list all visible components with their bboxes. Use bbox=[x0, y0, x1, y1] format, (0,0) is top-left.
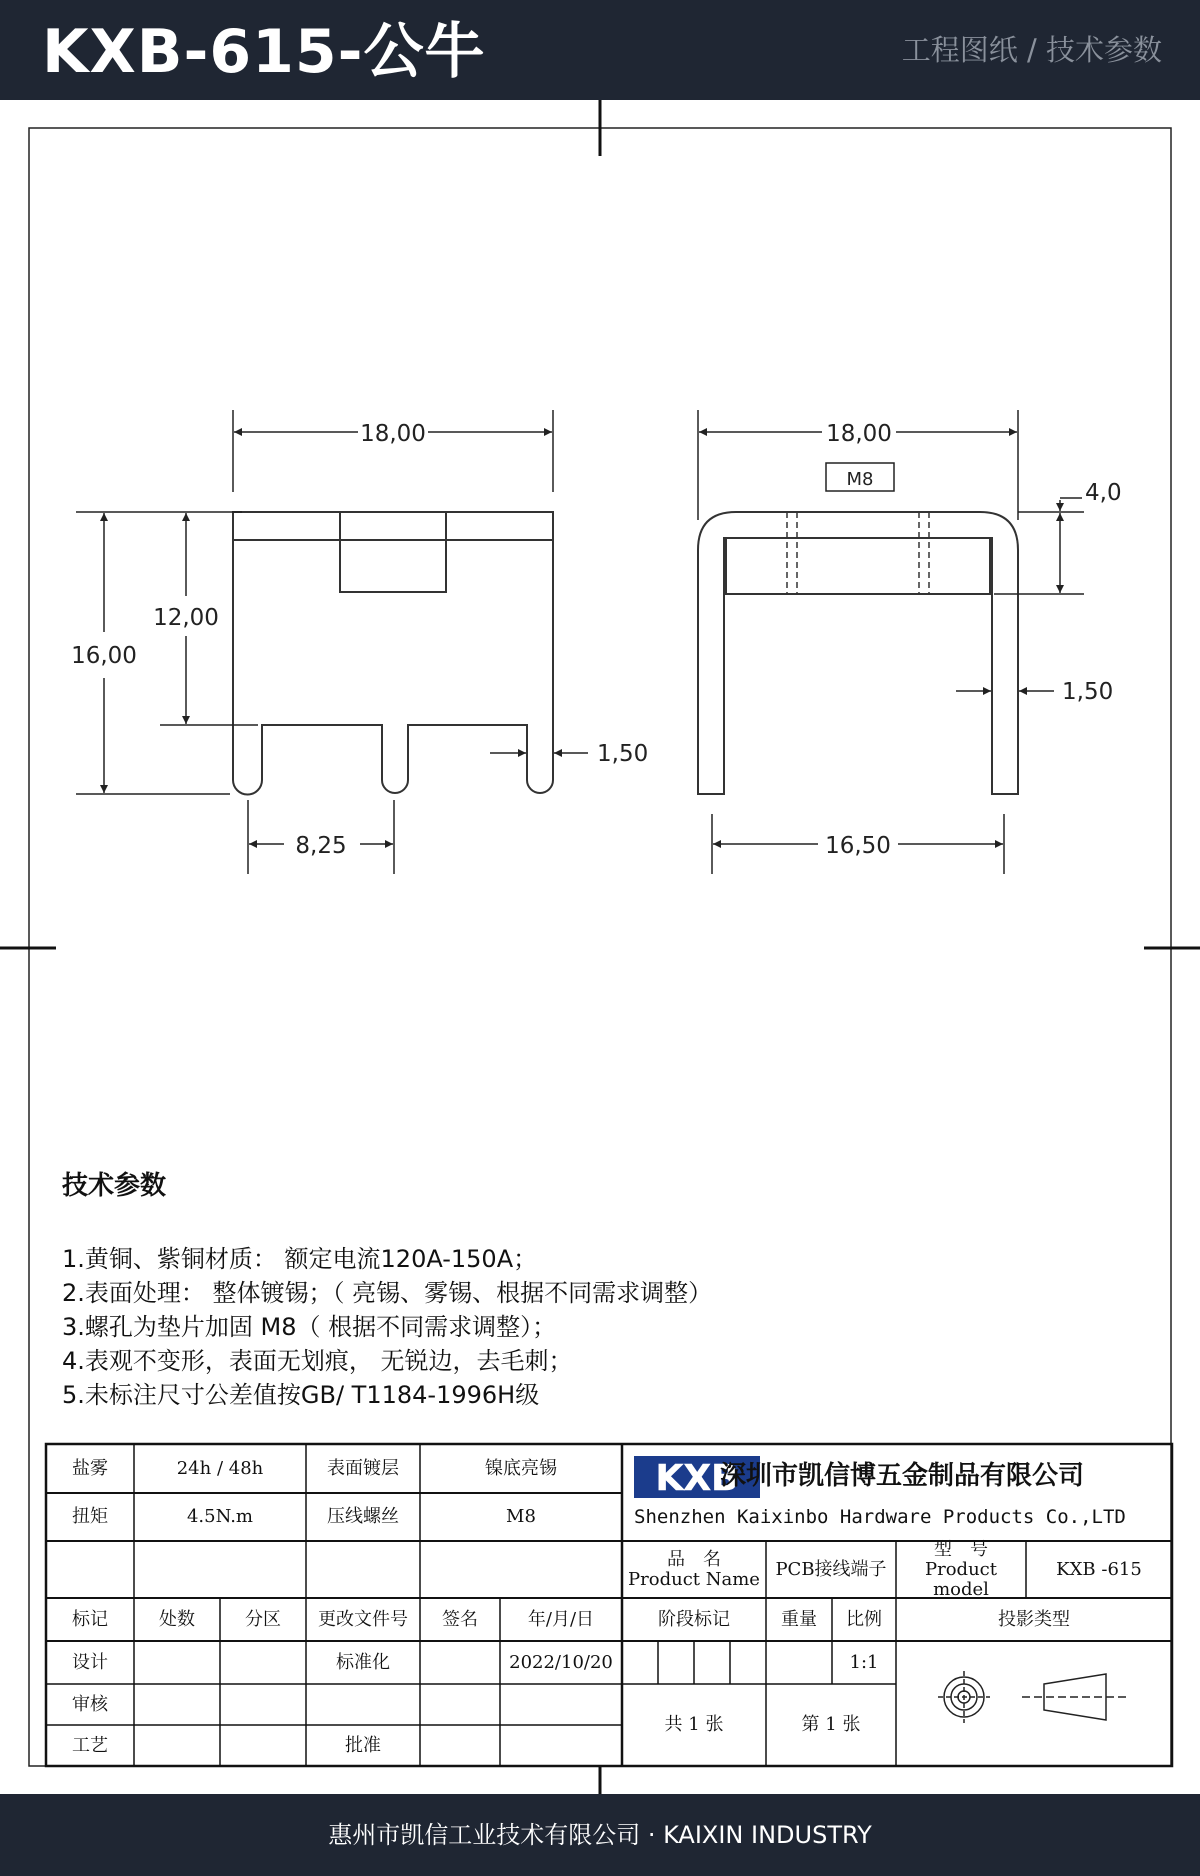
model-en: Product model bbox=[925, 1558, 997, 1600]
torque-label: 扭矩 bbox=[72, 1506, 108, 1527]
tech-param-item: 3.螺孔为垫片加固 M8（ 根据不同需求调整）； bbox=[62, 1313, 557, 1341]
col-zone: 分区 bbox=[245, 1608, 281, 1630]
plating-label: 表面镀层 bbox=[327, 1457, 399, 1479]
col-weight: 重量 bbox=[781, 1608, 817, 1630]
side-top-dim: 4,0 bbox=[1085, 480, 1122, 506]
screw-value: M8 bbox=[506, 1506, 536, 1527]
side-view-washer bbox=[726, 538, 990, 594]
design-label: 设计 bbox=[72, 1651, 108, 1673]
product-name-cn: 品 名 bbox=[667, 1548, 721, 1570]
footer-bar bbox=[0, 1794, 1200, 1876]
side-view-dims bbox=[698, 410, 1084, 874]
front-thickness-dim: 1,50 bbox=[597, 741, 649, 767]
page-subtitle: 工程图纸 / 技术参数 bbox=[901, 33, 1162, 67]
model-cn: 型 号 bbox=[934, 1538, 988, 1560]
side-thickness-dim: 1,50 bbox=[1062, 679, 1114, 705]
product-name-label bbox=[622, 1541, 766, 1598]
col-change: 更改文件号 bbox=[318, 1608, 408, 1630]
hole-label: M8 bbox=[846, 469, 874, 490]
standard-label: 标准化 bbox=[336, 1651, 390, 1673]
process-label: 工艺 bbox=[72, 1734, 108, 1756]
col-mark: 标记 bbox=[72, 1608, 108, 1630]
front-pitch-dim: 8,25 bbox=[295, 833, 347, 859]
col-count: 处数 bbox=[159, 1608, 195, 1630]
tech-param-item: 2.表面处理： 整体镀锡；（ 亮锡、雾锡、根据不同需求调整） bbox=[62, 1279, 713, 1307]
side-inner-dim: 16,50 bbox=[825, 833, 891, 859]
front-height-dim: 16,00 bbox=[71, 643, 137, 669]
col-projection: 投影类型 bbox=[998, 1608, 1070, 1630]
date-value: 2022/10/20 bbox=[509, 1651, 613, 1673]
col-sign: 签名 bbox=[442, 1608, 478, 1630]
footer-text: 惠州市凯信工业技术有限公司 · KAIXIN INDUSTRY bbox=[328, 1821, 872, 1849]
approve-label: 批准 bbox=[345, 1734, 381, 1756]
tech-param-item: 1.黄铜、紫铜材质： 额定电流120A-150A； bbox=[62, 1245, 538, 1273]
col-date: 年/月/日 bbox=[527, 1608, 595, 1630]
scale-value: 1:1 bbox=[849, 1651, 879, 1673]
review-label: 审核 bbox=[72, 1693, 108, 1715]
logo-text: KXB bbox=[655, 1458, 739, 1498]
screw-label: 压线螺丝 bbox=[327, 1506, 399, 1527]
tech-param-item: 4.表观不变形，表面无划痕， 无锐边，去毛刺； bbox=[62, 1347, 573, 1375]
side-view-hole-lines bbox=[787, 512, 929, 594]
front-view-outline bbox=[233, 512, 553, 795]
side-view-outline bbox=[698, 512, 1018, 794]
tech-params-title: 技术参数 bbox=[62, 1171, 167, 1201]
col-stage: 阶段标记 bbox=[658, 1608, 730, 1630]
sheets-total: 共 1 张 bbox=[664, 1714, 724, 1735]
model-label bbox=[896, 1538, 1026, 1600]
plating-value: 镍底亮锡 bbox=[485, 1457, 557, 1479]
product-name-value: PCB接线端子 bbox=[775, 1558, 887, 1580]
front-slot-dim: 12,00 bbox=[153, 605, 219, 631]
company-name-cn: 深圳市凯信博五金制品有限公司 bbox=[720, 1461, 1085, 1491]
front-view-slot bbox=[340, 512, 446, 592]
tech-param-item: 5.未标注尺寸公差值按GB/ T1184-1996H级 bbox=[62, 1381, 540, 1409]
front-view bbox=[233, 512, 553, 795]
front-width-dim: 18,00 bbox=[360, 421, 426, 447]
company-name-en: Shenzhen Kaixinbo Hardware Products Co.,LTD bbox=[634, 1506, 1126, 1528]
product-name-en: Product Name bbox=[628, 1568, 760, 1590]
sheet-number: 第 1 张 bbox=[801, 1714, 861, 1735]
salt-spray-label: 盐雾 bbox=[72, 1457, 108, 1479]
torque-value: 4.5N.m bbox=[186, 1506, 253, 1527]
side-view bbox=[698, 512, 1018, 794]
salt-spray-value: 24h / 48h bbox=[176, 1457, 264, 1479]
side-width-dim: 18,00 bbox=[826, 421, 892, 447]
header-bar bbox=[0, 0, 1200, 100]
front-view-dims bbox=[76, 410, 588, 874]
tech-params-list bbox=[62, 1242, 712, 1412]
col-scale: 比例 bbox=[846, 1608, 882, 1630]
model-value: KXB -615 bbox=[1056, 1558, 1142, 1580]
page-title: KXB-615-公牛 bbox=[42, 17, 486, 87]
